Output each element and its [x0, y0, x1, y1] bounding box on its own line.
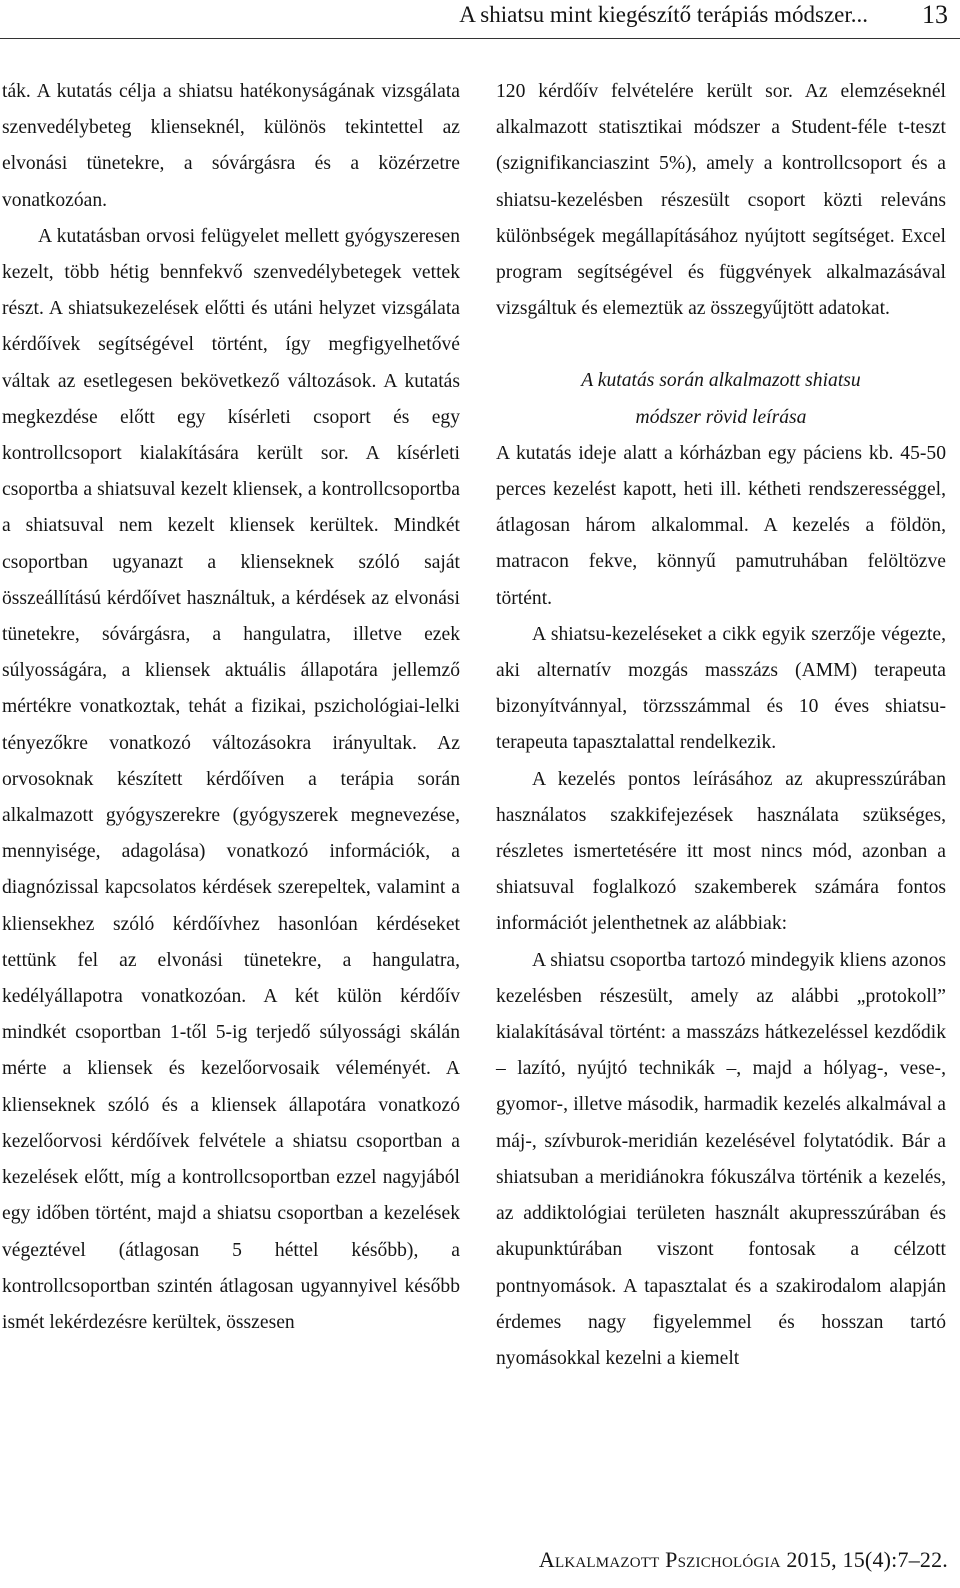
header-divider [0, 38, 960, 39]
right-paragraph-2: A kutatás ideje alatt a kórházban egy páciens kb. 45-50 perces kezelést kapott, heti ill. kétheti rendszerességgel, átlagosan három alkalommal. A kezelés a földön, matracon fekve, könnyű pamutruhában felöltözve történt. [496, 442, 946, 609]
section-heading [496, 363, 946, 435]
right-column [496, 74, 946, 1377]
right-paragraph-4: A kezelés pontos leírásához az akupresszúrában használatos szakkifejezések használata szükséges, részletes ismertetésére itt most nincs mód, azonban a shiatsuval foglalkozó szakemberek számára fontos információt jelenthetnek az alábbiak: [496, 768, 946, 935]
page-number: 13 [922, 0, 948, 29]
left-paragraph-2: A kutatásban orvosi felügyelet mellett gyógyszeresen kezelt, több hétig bennfekvő szenvedélybetegek vettek részt. A shiatsukezelések előtti és utáni helyzet vizsgálata kérdőívek segítségével történt, így megfigyelhetővé váltak az esetlegesen bekövetkező változások. A kutatás megkezdése előtt egy kísérleti csoport és egy kontrollcsoport kialakítására került sor. A kísérleti csoportba a shiatsuval kezelt kliensek, a kontrollcsoportba a shiatsuval nem kezelt kliensek kerültek. Mindkét csoportban ugyanazt a klienseknek szóló saját összeállítású kérdőívet használtuk, a kérdések az elvonási tünetekre, sóvárgásra, a hangulatra, illetve ezek súlyosságára, a kliensek aktuális állapotára jellemző mértékre vonatkoztak, tehát a fizikai, pszichológiai-lelki tényezőkre vonatkozó változásokra irányultak. Az orvosoknak készített kérdőíven a terápia során alkalmazott gyógyszerekre (gyógyszerek megnevezése, mennyisége, adagolása) vonatkozó információk, a diagnózissal kapcsolatos kérdések szerepeltek, valamint a kliensekhez szóló kérdőívhez hasonlóan kérdéseket tettünk fel az elvonási tünetekre, a hangulatra, kedélyállapotra vonatkozóan. A két külön kérdőív mindkét csoportban 1-től 5-ig terjedő súlyossági skálán mérte a kliensek és kezelőorvosaik véleményét. A klienseknek szóló és a kliensek állapotára vonatkozó kezelőorvosi kérdőívek felvétele a shiatsu csoportban a kezelések előtt, míg a kontrollcsoportban ezzel nagyjából egy időben történt, majd a shiatsu csoportban a kezelések végeztével (átlagosan 5 héttel később), a kontrollcsoportban szintén átlagosan ugyannyivel később ismét lekérdezésre kerültek, összesen [2, 225, 460, 1333]
right-paragraph-5: A shiatsu csoportba tartozó mindegyik kliens azonos kezelésben részesült, amely az alábbi „protokoll” kialakításával történt: a masszázs hátkezeléssel kezdődik – lazító, nyújtó technikák –, majd a hólyag-, vese-, gyomor-, illetve második, harmadik kezelés alkalmával a máj-, szívburok-meridián kezelésével folytatódik. Bár a shiatsuban a meridiánokra fókuszálva történik a kezelés, az addiktológiai területen használt akupresszúrában és akupunktúrában viszont fontosak a célzott pontnyomások. A tapasztalat és a szakirodalom alapján érdemes nagy figyelemmel és hosszan tartó nyomásokkal kezelni a kiemelt [496, 949, 946, 1369]
left-paragraph-1: ták. A kutatás célja a shiatsu hatékonyságának vizsgálata szenvedélybeteg klienseknél, különös tekintettel az elvonási tünetekre, a sóvárgásra és a közérzetre vonatkozóan. [2, 81, 460, 211]
journal-citation: Alkalmazott Pszichológia 2015, 15(4):7–22. [538, 1547, 948, 1572]
running-title: A shiatsu mint kiegészítő terápiás módszer... [459, 2, 868, 27]
right-paragraph-3: A shiatsu-kezeléseket a cikk egyik szerzője végezte, aki alternatív mozgás masszázs (AMM) terapeuta bizonyítvánnyal, törzsszámmal és 10 éves shiatsu-terapeuta tapasztalattal rendelkezik. [496, 623, 946, 754]
running-header [0, 0, 960, 36]
section-heading-line-2: módszer rövid leírása [635, 406, 807, 428]
right-paragraph-1: 120 kérdőív felvételére került sor. Az elemzéseknél alkalmazott statisztikai módszer a Student-féle t-teszt (szignifikanciaszint 5%), amely a kontrollcsoport és a shiatsu-kezelésben részesült csoport közti releváns különbségek megállapításához nyújtott segítséget. Excel program segítségével és függvények alkalmazásával vizsgáltuk és elemeztük az összegyűjtött adatokat. [496, 81, 946, 320]
section-heading-line-1: A kutatás során alkalmazott shiatsu [581, 370, 861, 392]
left-column [2, 74, 460, 1341]
